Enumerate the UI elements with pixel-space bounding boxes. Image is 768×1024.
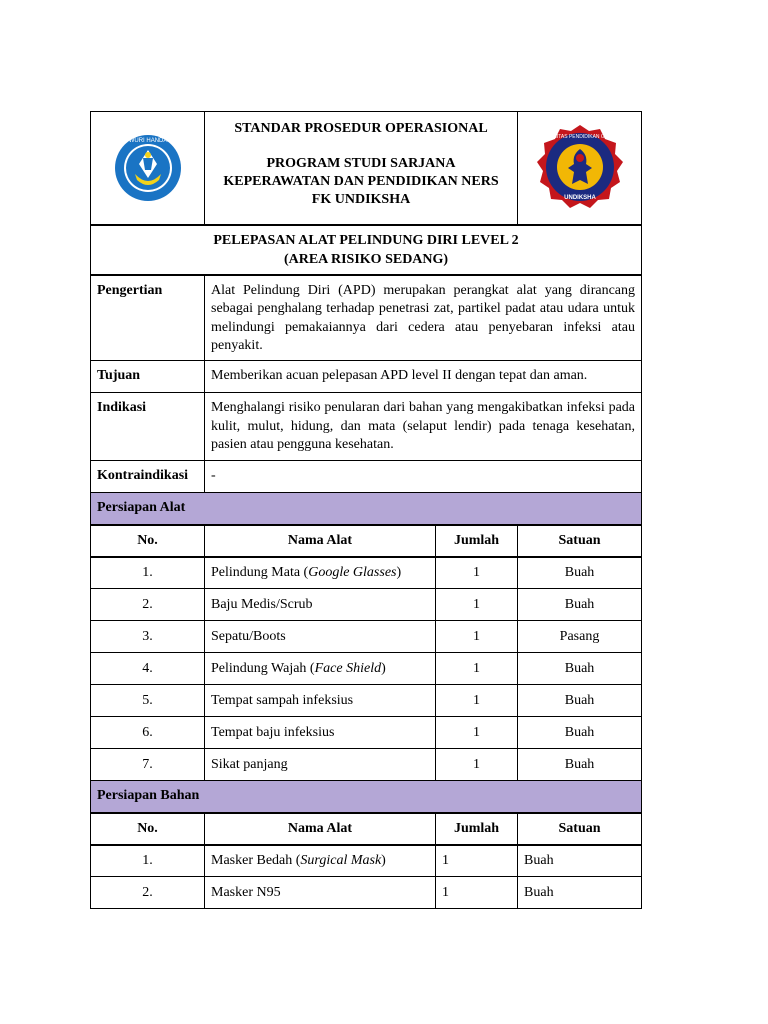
pengertian-text: Alat Pelindung Diri (APD) merupakan perangkat alat yang dirancang sebagai penghalang terhadap penetrasi zat, partikel padat atau udara untuk melindungi pemakaiannya dari cedera atau penyebaran infeksi atau penyakit.: [205, 275, 642, 361]
item-name: [205, 877, 436, 909]
item-unit: Buah: [518, 845, 642, 877]
persiapan-bahan-header: [91, 781, 642, 813]
sop-document: [90, 111, 641, 909]
column-header: Satuan: [518, 813, 642, 845]
item-name-italic: Google Glasses: [308, 564, 397, 580]
item-quantity: 1: [436, 685, 518, 717]
item-quantity: 1: [436, 653, 518, 685]
item-quantity: 1: [436, 589, 518, 621]
left-logo-cell: [91, 112, 205, 225]
table-row: [91, 589, 642, 621]
table-row: [91, 717, 642, 749]
column-header: No.: [91, 813, 205, 845]
persiapan-bahan-rows: [91, 845, 642, 909]
row-number: 2.: [91, 589, 205, 621]
item-name: [205, 749, 436, 781]
item-quantity: 1: [436, 557, 518, 589]
row-number: 1.: [91, 845, 205, 877]
table-row: [91, 621, 642, 653]
item-quantity: 1: [436, 621, 518, 653]
tujuan-label: Tujuan: [91, 361, 205, 393]
item-name-text: Baju Medis/Scrub: [211, 596, 313, 612]
item-name-text: Tempat baju infeksius: [211, 724, 335, 740]
item-unit: Buah: [518, 717, 642, 749]
item-name-text: Tempat sampah infeksius: [211, 692, 354, 708]
item-name: [205, 653, 436, 685]
item-unit: Buah: [518, 749, 642, 781]
table-row: [91, 685, 642, 717]
item-name-text: Pelindung Mata (: [211, 564, 309, 580]
column-header: Nama Alat: [205, 813, 436, 845]
table-row: [91, 557, 642, 589]
header-title: [205, 112, 518, 225]
persiapan-alat-columns: [91, 525, 642, 557]
row-number: 6.: [91, 717, 205, 749]
sop-table: [90, 111, 642, 909]
tut-wuri-handayani-logo: [113, 130, 183, 206]
kontraindikasi-text: -: [205, 461, 642, 493]
undiksha-logo: [534, 122, 626, 214]
item-name: [205, 557, 436, 589]
item-quantity: 1: [436, 717, 518, 749]
table-row: [91, 653, 642, 685]
item-unit: Buah: [518, 589, 642, 621]
row-number: 5.: [91, 685, 205, 717]
column-header: Satuan: [518, 525, 642, 557]
pengertian-row: [91, 275, 642, 361]
item-quantity: 1: [436, 749, 518, 781]
kontraindikasi-label: Kontraindikasi: [91, 461, 205, 493]
item-name: [205, 621, 436, 653]
header-title-line2: PROGRAM STUDI SARJANA: [266, 156, 456, 171]
item-name-end: ): [381, 852, 386, 868]
doc-title-row: [91, 225, 642, 275]
header-title-line3: KEPERAWATAN DAN PENDIDIKAN NERS: [223, 174, 499, 189]
item-name: [205, 717, 436, 749]
header-row: [91, 112, 642, 225]
row-number: 4.: [91, 653, 205, 685]
item-name-italic: Surgical Mask: [300, 852, 382, 868]
persiapan-alat-rows: [91, 557, 642, 781]
item-name-end: ): [381, 660, 386, 676]
header-title-line4: FK UNDIKSHA: [311, 192, 411, 207]
item-unit: Buah: [518, 557, 642, 589]
persiapan-alat-title: Persiapan Alat: [91, 493, 642, 525]
pengertian-label: Pengertian: [91, 275, 205, 361]
item-name-text: Masker Bedah (: [211, 852, 301, 868]
kontraindikasi-row: [91, 461, 642, 493]
item-quantity: 1: [436, 877, 518, 909]
persiapan-bahan-columns: [91, 813, 642, 845]
table-row: [91, 877, 642, 909]
persiapan-bahan-title: Persiapan Bahan: [91, 781, 642, 813]
row-number: 3.: [91, 621, 205, 653]
column-header: No.: [91, 525, 205, 557]
column-header: Nama Alat: [205, 525, 436, 557]
item-name-text: Pelindung Wajah (: [211, 660, 315, 676]
persiapan-alat-header: [91, 493, 642, 525]
item-name: [205, 845, 436, 877]
item-quantity: 1: [436, 845, 518, 877]
doc-title-line1: PELEPASAN ALAT PELINDUNG DIRI LEVEL 2: [213, 232, 519, 248]
left-logo-text: TUT WURI HANDAYANI: [114, 137, 181, 144]
item-unit: Buah: [518, 877, 642, 909]
doc-title-line2: (AREA RISIKO SEDANG): [283, 251, 449, 267]
table-row: [91, 749, 642, 781]
indikasi-label: Indikasi: [91, 393, 205, 461]
item-name: [205, 685, 436, 717]
row-number: 7.: [91, 749, 205, 781]
item-name-text: Masker N95: [211, 884, 281, 900]
doc-title: [91, 225, 642, 275]
item-name-text: Sikat panjang: [211, 756, 288, 772]
item-name-end: ): [396, 564, 402, 580]
item-name-italic: Face Shield: [314, 660, 382, 676]
row-number: 1.: [91, 557, 205, 589]
item-unit: Buah: [518, 653, 642, 685]
table-row: [91, 845, 642, 877]
row-number: 2.: [91, 877, 205, 909]
right-logo-cell: [518, 112, 642, 225]
tujuan-text: Memberikan acuan pelepasan APD level II dengan tepat dan aman.: [205, 361, 642, 393]
tujuan-row: [91, 361, 642, 393]
right-logo-top-text: UNIVERSITAS PENDIDIKAN GANESHA: [534, 133, 625, 140]
right-logo-bottom-text: UNDIKSHA: [563, 194, 596, 201]
indikasi-row: [91, 393, 642, 461]
indikasi-text: Menghalangi risiko penularan dari bahan yang mengakibatkan infeksi pada kulit, mulut, hidung, dan mata (selaput lendir) pada tenaga kesehatan, pasien atau pengguna kesehatan.: [205, 393, 642, 461]
column-header: Jumlah: [436, 813, 518, 845]
item-unit: Pasang: [518, 621, 642, 653]
column-header: Jumlah: [436, 525, 518, 557]
item-name: [205, 589, 436, 621]
item-unit: Buah: [518, 685, 642, 717]
header-title-line1: STANDAR PROSEDUR OPERASIONAL: [234, 121, 488, 136]
item-name-text: Sepatu/Boots: [211, 628, 286, 644]
